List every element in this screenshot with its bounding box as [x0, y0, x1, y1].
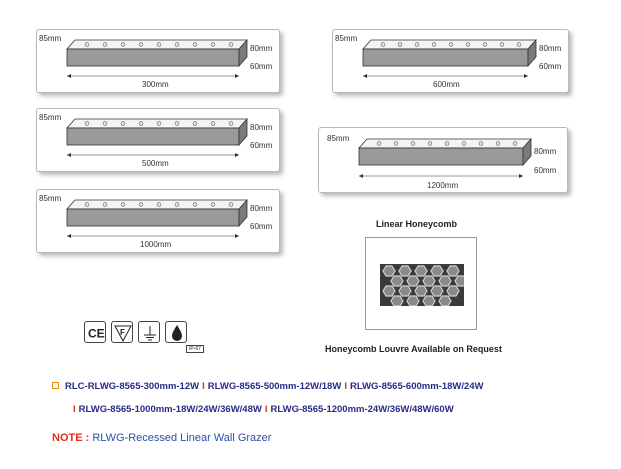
height-label: 80mm — [250, 123, 273, 132]
honeycomb-title: Linear Honeycomb — [376, 219, 458, 229]
length-label: 600mm — [433, 80, 460, 89]
height-label: 80mm — [534, 147, 557, 156]
depth-label: 60mm — [250, 222, 273, 231]
height-label: 80mm — [250, 204, 273, 213]
water-drop-icon — [165, 321, 187, 343]
note-label: NOTE : — [52, 432, 90, 444]
length-label: 1000mm — [140, 240, 172, 249]
model-item: RLC-RLWG-8565-300mm-12W — [65, 381, 200, 392]
model-item: RLWG-8565-500mm-12W/18W — [207, 381, 342, 392]
ground-symbol-icon — [138, 321, 160, 343]
fixture-drawing-600 — [333, 30, 570, 94]
width-label: 85mm — [39, 113, 62, 122]
model-row-1: RLC-RLWG-8565-300mm-12W I RLWG-8565-500mm-12W/18W I RLWG-8565-600mm-18W/24W — [52, 375, 612, 398]
fixture-card-1000 — [36, 189, 280, 253]
fixture-drawing-1200 — [319, 128, 569, 194]
model-item: RLWG-8565-1000mm-18W/24W/36W/48W — [78, 404, 262, 415]
f-mark-icon — [111, 321, 133, 343]
note-text: RLWG-Recessed Linear Wall Grazer — [92, 432, 272, 444]
model-row-2: I RLWG-8565-1000mm-18W/24W/36W/48W I RLWG-8565-1200mm-24W/36W/48W/60W — [73, 404, 454, 415]
f-mark-text: F — [120, 328, 125, 337]
depth-label: 60mm — [534, 166, 557, 175]
height-label: 80mm — [250, 44, 273, 53]
ce-mark-text: CE — [88, 326, 105, 341]
model-list — [52, 375, 612, 421]
honeycomb-note: Honeycomb Louvre Available on Request — [325, 344, 502, 354]
ip-rating-label: IP-67 — [186, 345, 204, 353]
length-label: 500mm — [142, 159, 169, 168]
fixture-drawing-1000 — [37, 190, 281, 254]
fixture-drawing-300 — [37, 30, 281, 94]
fixture-drawing-500 — [37, 109, 281, 173]
fixture-card-1200 — [318, 127, 568, 193]
model-item: RLWG-8565-600mm-18W/24W — [349, 381, 484, 392]
ce-mark-icon — [84, 321, 106, 343]
fixture-card-600 — [332, 29, 569, 93]
model-item: RLWG-8565-1200mm-24W/36W/48W/60W — [270, 404, 454, 415]
certification-icons — [84, 321, 187, 343]
bullet-square-icon — [52, 382, 59, 389]
width-label: 85mm — [39, 194, 62, 203]
height-label: 80mm — [539, 44, 562, 53]
honeycomb-image-frame — [365, 237, 477, 330]
width-label: 85mm — [327, 134, 350, 143]
fixture-card-500 — [36, 108, 280, 172]
note — [52, 432, 271, 444]
depth-label: 60mm — [250, 141, 273, 150]
fixture-card-300 — [36, 29, 280, 93]
depth-label: 60mm — [250, 62, 273, 71]
honeycomb-louvre-image — [380, 264, 464, 306]
length-label: 300mm — [142, 80, 169, 89]
width-label: 85mm — [335, 34, 358, 43]
length-label: 1200mm — [427, 181, 459, 190]
depth-label: 60mm — [539, 62, 562, 71]
width-label: 85mm — [39, 34, 62, 43]
